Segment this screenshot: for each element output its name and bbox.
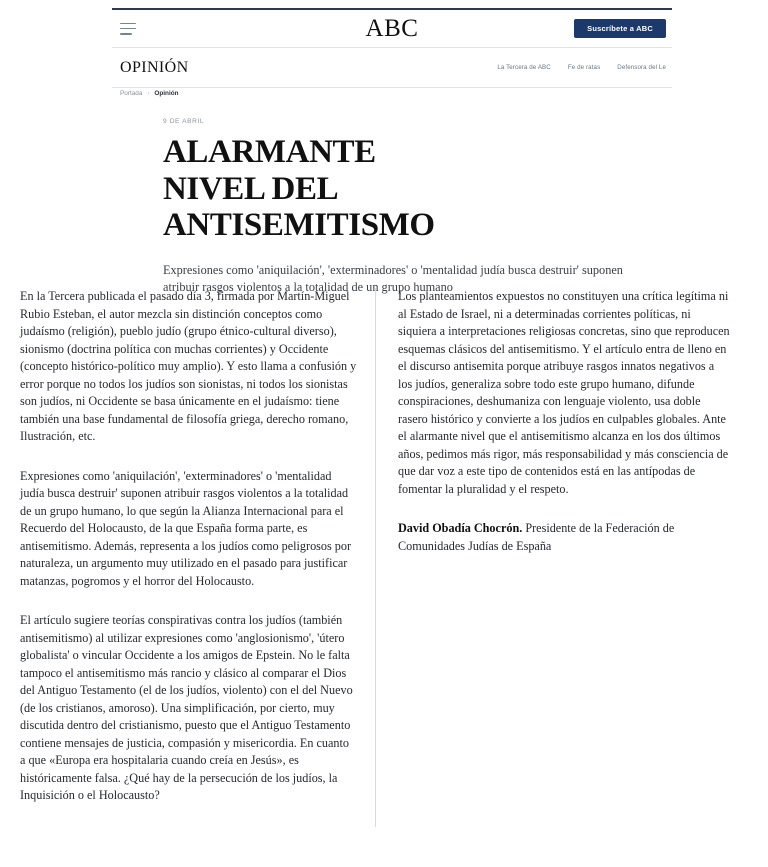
section-links [497,64,666,71]
section-link-la-tercera-de-abc[interactable]: La Tercera de ABC [497,64,551,71]
signature-author-name: David Obadía Chocrón. [398,521,523,535]
article-paragraph: El artículo sugiere teorías conspirativas contra los judíos (también antisemitismo) al utilizar expresiones como 'anglosionismo', 'útero globalista' o vincular Occidente a los amigos de Epstein. No le falta tampoco el antisemitismo más rancio y clásico al comparar el Dios del Antiguo Testamento (el de los judíos, violento) con el del Nuevo (de los cristianos, amoroso). Una simplificación, por cierto, muy discutida dentro del cristianismo, puesto que el Antiguo Testamento contiene mensajes de justicia, compasión y misericordia. En cuanto a que «Europa era hospitalaria cuando creía en Jesús», es históricamente falsa. ¿Qué hay de la persecución de los judíos, la Inquisición o el Holocausto? [20,613,353,802]
article-paragraph: En la Tercera publicada el pasado día 3, firmada por Martín-Miguel Rubio Esteban, el autor mezcla sin distinción conceptos como judaísmo (religión), pueblo judío (grupo étnico-cultural diverso), sionismo (doctrina política con muchas corrientes) y Occidente (concepto histórico-político muy amplio). Y esto llama a confusión y error porque no todos los judíos son sionistas, ni todos los sionistas son judíos, ni Occidente se basa únicamente en el judaísmo: tiene también una base fundamental de filosofía griega, derecho romano, Ilustración, etc. [20,289,357,443]
breadcrumb-separator-icon: › [147,90,150,97]
hamburger-line [120,23,136,25]
hamburger-menu-icon[interactable] [120,23,136,35]
article-signature [398,520,730,555]
article-date: 9 DE ABRIL [163,118,205,125]
page-title: ALARMANTE NIVEL DEL ANTISEMITISMO [163,134,435,244]
section-nav-bar [112,48,672,88]
article-column-right [375,288,730,827]
breadcrumb [120,90,179,97]
article-body [20,288,750,827]
article-standfirst: Expresiones como 'aniquilación', 'exterminadores' o 'mentalidad judía busca destruir' suponen atribuir rasgos violentos a la totalidad de un grupo humano [163,262,623,295]
article-paragraph: Expresiones como 'aniquilación', 'exterminadores' o 'mentalidad judía busca destruir' suponen atribuir rasgos violentos a la totalidad de un grupo humano, lo que según la Alianza Internacional para el Recuerdo del Holocausto, de la que España forma parte, es antisemitismo. Además, representa a los judíos como peligrosos por naturaleza, un argumento muy utilizado en el pasado para justificar matanzas, pogromos y el horror del Holocausto. [20,468,352,588]
article-column-left [20,288,375,827]
header-bar [112,10,672,48]
site-header [112,8,672,88]
article-paragraph: Los planteamientos expuestos no constituyen una crítica legítima ni al Estado de Israel, ni a determinadas corrientes políticas, ni siquiera a interpretaciones religiosas concretas, sino que reproducen esquemas clásicos del antisemitismo. Y el artículo entra de lleno en el discurso antisemita porque atribuye rasgos innatos negativos a los judíos, generaliza sobre todo este grupo humano, difunde conspiraciones, deshumaniza con lenguaje violento, usa doble rasero histórico y convierte a los judíos en culpables globales. Ante el alarmante nivel que el antisemitismo alcanza en los dos últimos años, pedimos más rigor, más responsabilidad y más consciencia de que dar voz a este tipo de contenidos está en las antípodas de fomentar la pluralidad y el respeto. [398,289,730,496]
breadcrumb-item-opinion[interactable]: Opinión [154,90,179,97]
hamburger-line [120,33,132,35]
section-link-defensora-del-lector[interactable]: Defensora del Le [617,64,666,71]
section-link-fe-de-ratas[interactable]: Fe de ratas [567,64,601,71]
site-logo-text[interactable]: ABC [365,14,419,42]
article-header [163,118,658,297]
breadcrumb-item-portada[interactable]: Portada [120,90,143,97]
signature-author-role: Presidente de la Federación de Comunidades Judías de España [398,521,675,553]
subscribe-button[interactable]: Suscríbete a ABC [574,19,666,38]
hamburger-line [120,28,136,30]
section-title[interactable]: OPINIÓN [120,58,189,76]
